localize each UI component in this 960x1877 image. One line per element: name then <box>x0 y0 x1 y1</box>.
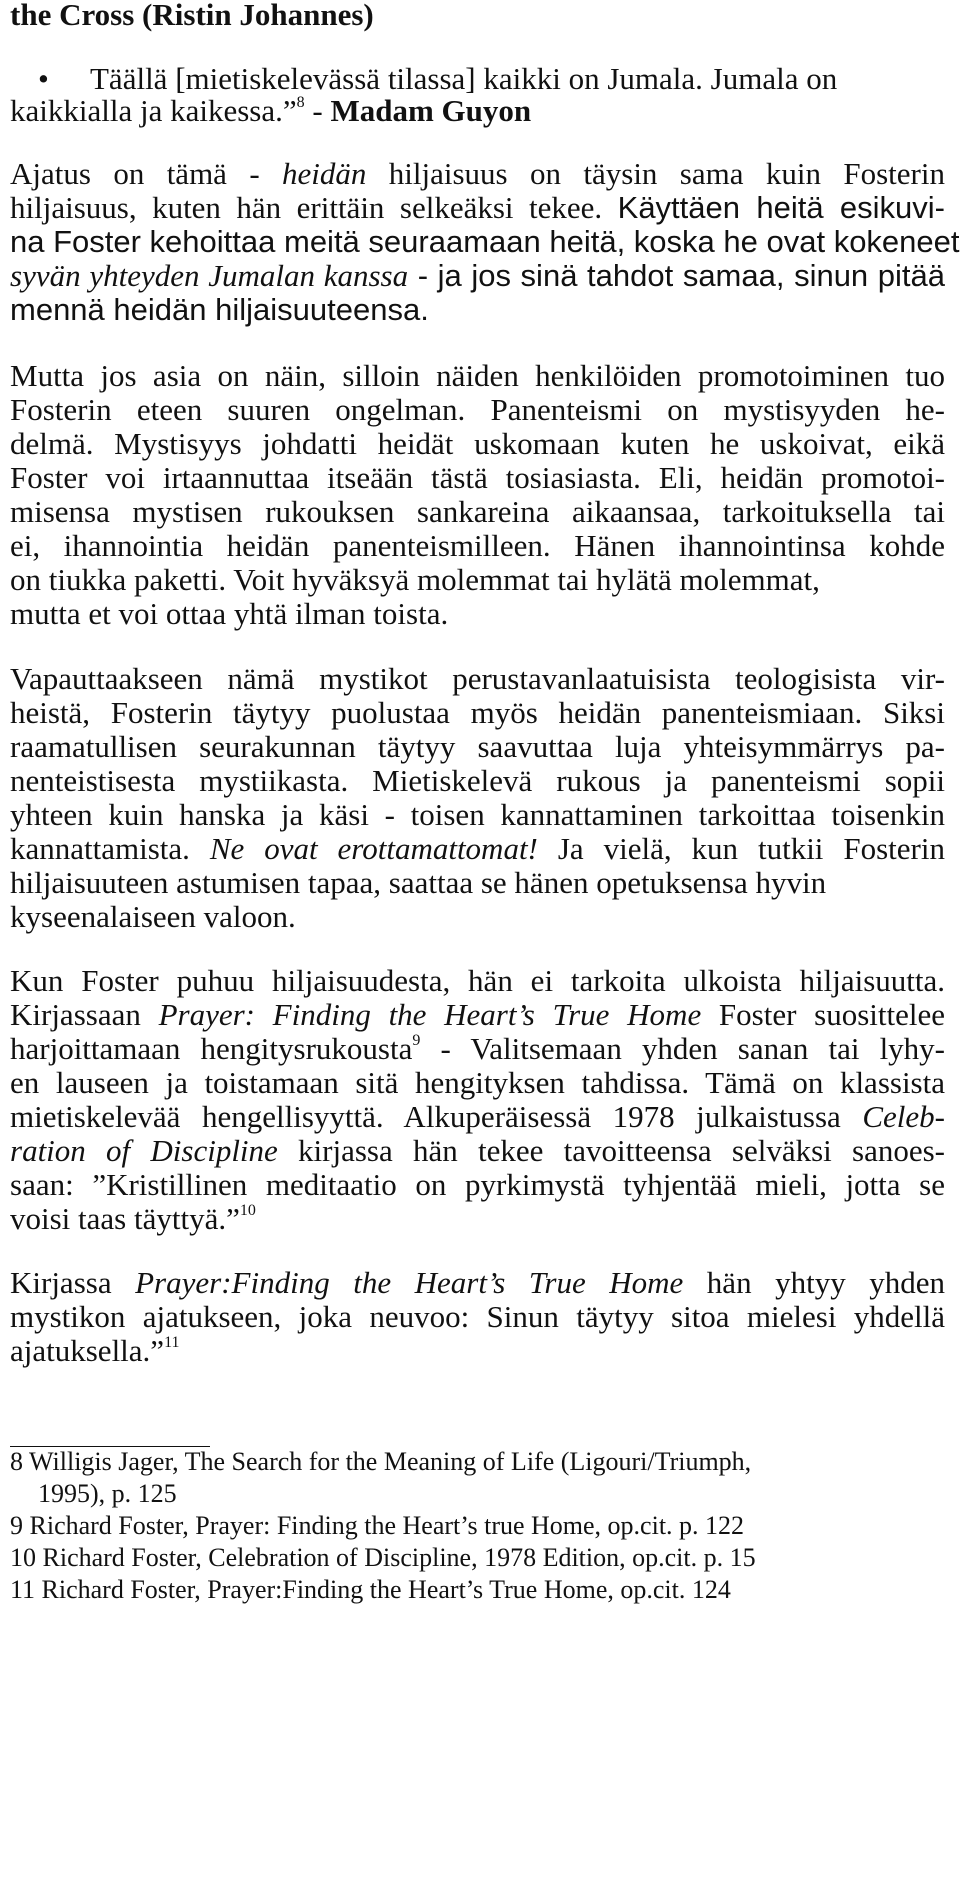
text-italic: syvän yhteyden Jumalan kanssa <box>10 258 409 293</box>
footnote-9: 9 Richard Foster, Prayer: Finding the Heart’s true Home, op.cit. p. 122 <box>10 1511 745 1540</box>
bullet-marker: • <box>38 61 49 96</box>
p1-line-2 <box>10 189 945 227</box>
text-italic: Ne ovat erottamattomat! <box>209 831 538 866</box>
p2-line-3: delmä. Mystisyys johdatti heidät uskomaan kuten he uskoivat, eikä <box>10 426 945 461</box>
text: kannattamista. <box>10 831 210 866</box>
p3-line-2: heistä, Fosterin täytyy puolustaa myös heidän panenteismiaan. Siksi <box>10 695 945 730</box>
p3-line-1: Vapauttaakseen nämä mystikot perustavanlaatuisista teologisista vir- <box>10 661 945 696</box>
footnote-10: 10 Richard Foster, Celebration of Discipline, 1978 Edition, op.cit. p. 15 <box>10 1543 756 1572</box>
p1-line-5: mennä heidän hiljaisuuteensa. <box>10 292 429 327</box>
p4-line-1: Kun Foster puhuu hiljaisuudesta, hän ei tarkoita ulkoista hiljaisuutta. <box>10 963 945 998</box>
p5-line-3 <box>10 1332 179 1370</box>
footnote-11: 11 Richard Foster, Prayer:Finding the Heart’s True Home, op.cit. 124 <box>10 1575 731 1604</box>
p1-line-3: na Foster kehoittaa meitä seuraamaan heitä, koska he ovat kokeneet <box>10 224 960 259</box>
p3-line-3: raamatullisen seurakunnan täytyy saavuttaa luja yhteisymmärrys pa- <box>10 729 945 764</box>
bullet-quote-line-1: Täällä [mietiskelevässä tilassa] kaikki on Jumala. Jumala on <box>90 61 838 96</box>
p3-line-6 <box>10 830 945 868</box>
text: voisi taas täyttyä.” <box>10 1201 240 1236</box>
p2-line-4: Foster voi irtaannuttaa itseään tästä tosiasiasta. Eli, heidän promotoi- <box>10 460 945 495</box>
text: ajatuksella.” <box>10 1333 165 1368</box>
p4-line-7: saan: ”Kristillinen meditaatio on pyrkimystä tyhjentää mieli, jotta se <box>10 1167 945 1202</box>
p4-line-4: en lauseen ja toistamaan sitä hengityksen tahdissa. Tämä on klassista <box>10 1065 945 1100</box>
p3-line-5: yhteen kuin hanska ja käsi - toisen kannattaminen tarkoittaa toisenkin <box>10 797 945 832</box>
bullet-quote-line-2 <box>10 92 531 130</box>
p1-line-4 <box>10 257 945 295</box>
p2-line-6: ei, ihannointia heidän panenteismilleen. Hänen ihannointinsa kohde <box>10 528 945 563</box>
attribution-paren: ) <box>363 0 374 32</box>
p4-line-5 <box>10 1098 945 1136</box>
text-italic: heidän <box>282 156 367 191</box>
p5-line-1 <box>10 1264 945 1302</box>
footnote-ref-8: 8 <box>296 94 305 111</box>
text: Ja vielä, kun tutkii Fosterin <box>537 831 945 866</box>
quote-dash: - <box>304 93 331 128</box>
p2-line-7: on tiukka paketti. Voit hyväksyä molemmat tai hylätä molemmat, <box>10 562 820 597</box>
continued-quote-attribution <box>10 0 374 34</box>
p4-line-6 <box>10 1132 945 1170</box>
text: Foster suosittelee <box>701 997 945 1032</box>
p2-line-2: Fosterin eteen suuren ongelman. Panenteismi on mystisyyden he- <box>10 392 945 427</box>
text: Kirjassa <box>10 1265 136 1300</box>
book-title: ration of Discipline <box>10 1133 278 1168</box>
footnote-8-cont: 1995), p. 125 <box>38 1479 177 1508</box>
p1-line-1 <box>10 155 945 193</box>
p5-line-2: mystikon ajatukseen, joka neuvoo: Sinun täytyy sitoa mielesi yhdellä <box>10 1299 945 1334</box>
text: hän yhtyy yhden <box>683 1265 945 1300</box>
attribution-text: the Cross ( <box>10 0 153 32</box>
p3-line-7: hiljaisuuteen astumisen tapaa, saattaa se hänen opetuksensa hyvin <box>10 865 827 900</box>
p2-line-5: misensa mystisen rukouksen sankareina aikaansaa, tarkoituksella tai <box>10 494 945 529</box>
quote-text: kaikkialla ja kaikessa.” <box>10 93 297 128</box>
text-sans: Käyttäen heitä esikuvi- <box>617 190 945 225</box>
text: harjoittamaan hengitysrukousta <box>10 1031 413 1066</box>
text: hiljaisuus on täysin sama kuin Fosterin <box>366 156 945 191</box>
p4-line-8 <box>10 1200 256 1238</box>
p2-line-8: mutta et voi ottaa yhtä ilman toista. <box>10 596 449 631</box>
text: - ja jos sinä tahdot samaa, sinun pitää <box>408 258 945 293</box>
p4-line-2 <box>10 996 945 1034</box>
text: Ajatus on tämä - <box>10 156 283 191</box>
footnote-ref-11: 11 <box>164 1334 180 1351</box>
book-title: Prayer: Finding the Heart’s True Home <box>158 997 702 1032</box>
footnote-ref-9: 9 <box>412 1032 421 1049</box>
p3-line-8: kyseenalaiseen valoon. <box>10 899 296 934</box>
p4-line-3 <box>10 1030 945 1068</box>
footnote-8: 8 Willigis Jager, The Search for the Meaning of Life (Ligouri/Triumph, <box>10 1447 752 1476</box>
footnote-ref-10: 10 <box>239 1202 256 1219</box>
text: - Valitsemaan yhden sanan tai lyhy- <box>420 1031 946 1066</box>
book-title: Celeb- <box>862 1099 945 1134</box>
text: Kirjassaan <box>10 997 159 1032</box>
text: mietiskelevää hengellisyyttä. Alkuperäisessä 1978 julkaistussa <box>10 1099 863 1134</box>
book-title: Prayer:Finding the Heart’s True Home <box>135 1265 684 1300</box>
p2-line-1: Mutta jos asia on näin, silloin näiden henkilöiden promotoiminen tuo <box>10 358 945 393</box>
quote-author: Madam Guyon <box>330 93 532 128</box>
p3-line-4: nenteistisesta mystiikasta. Mietiskelevä rukous ja panenteismi sopii <box>10 763 945 798</box>
text: hiljaisuus, kuten hän erittäin selkeäksi tekee. <box>10 190 618 225</box>
text: kirjassa hän tekee tavoitteensa selväksi sanoes- <box>277 1133 945 1168</box>
attribution-name: Ristin Johannes <box>152 0 364 32</box>
